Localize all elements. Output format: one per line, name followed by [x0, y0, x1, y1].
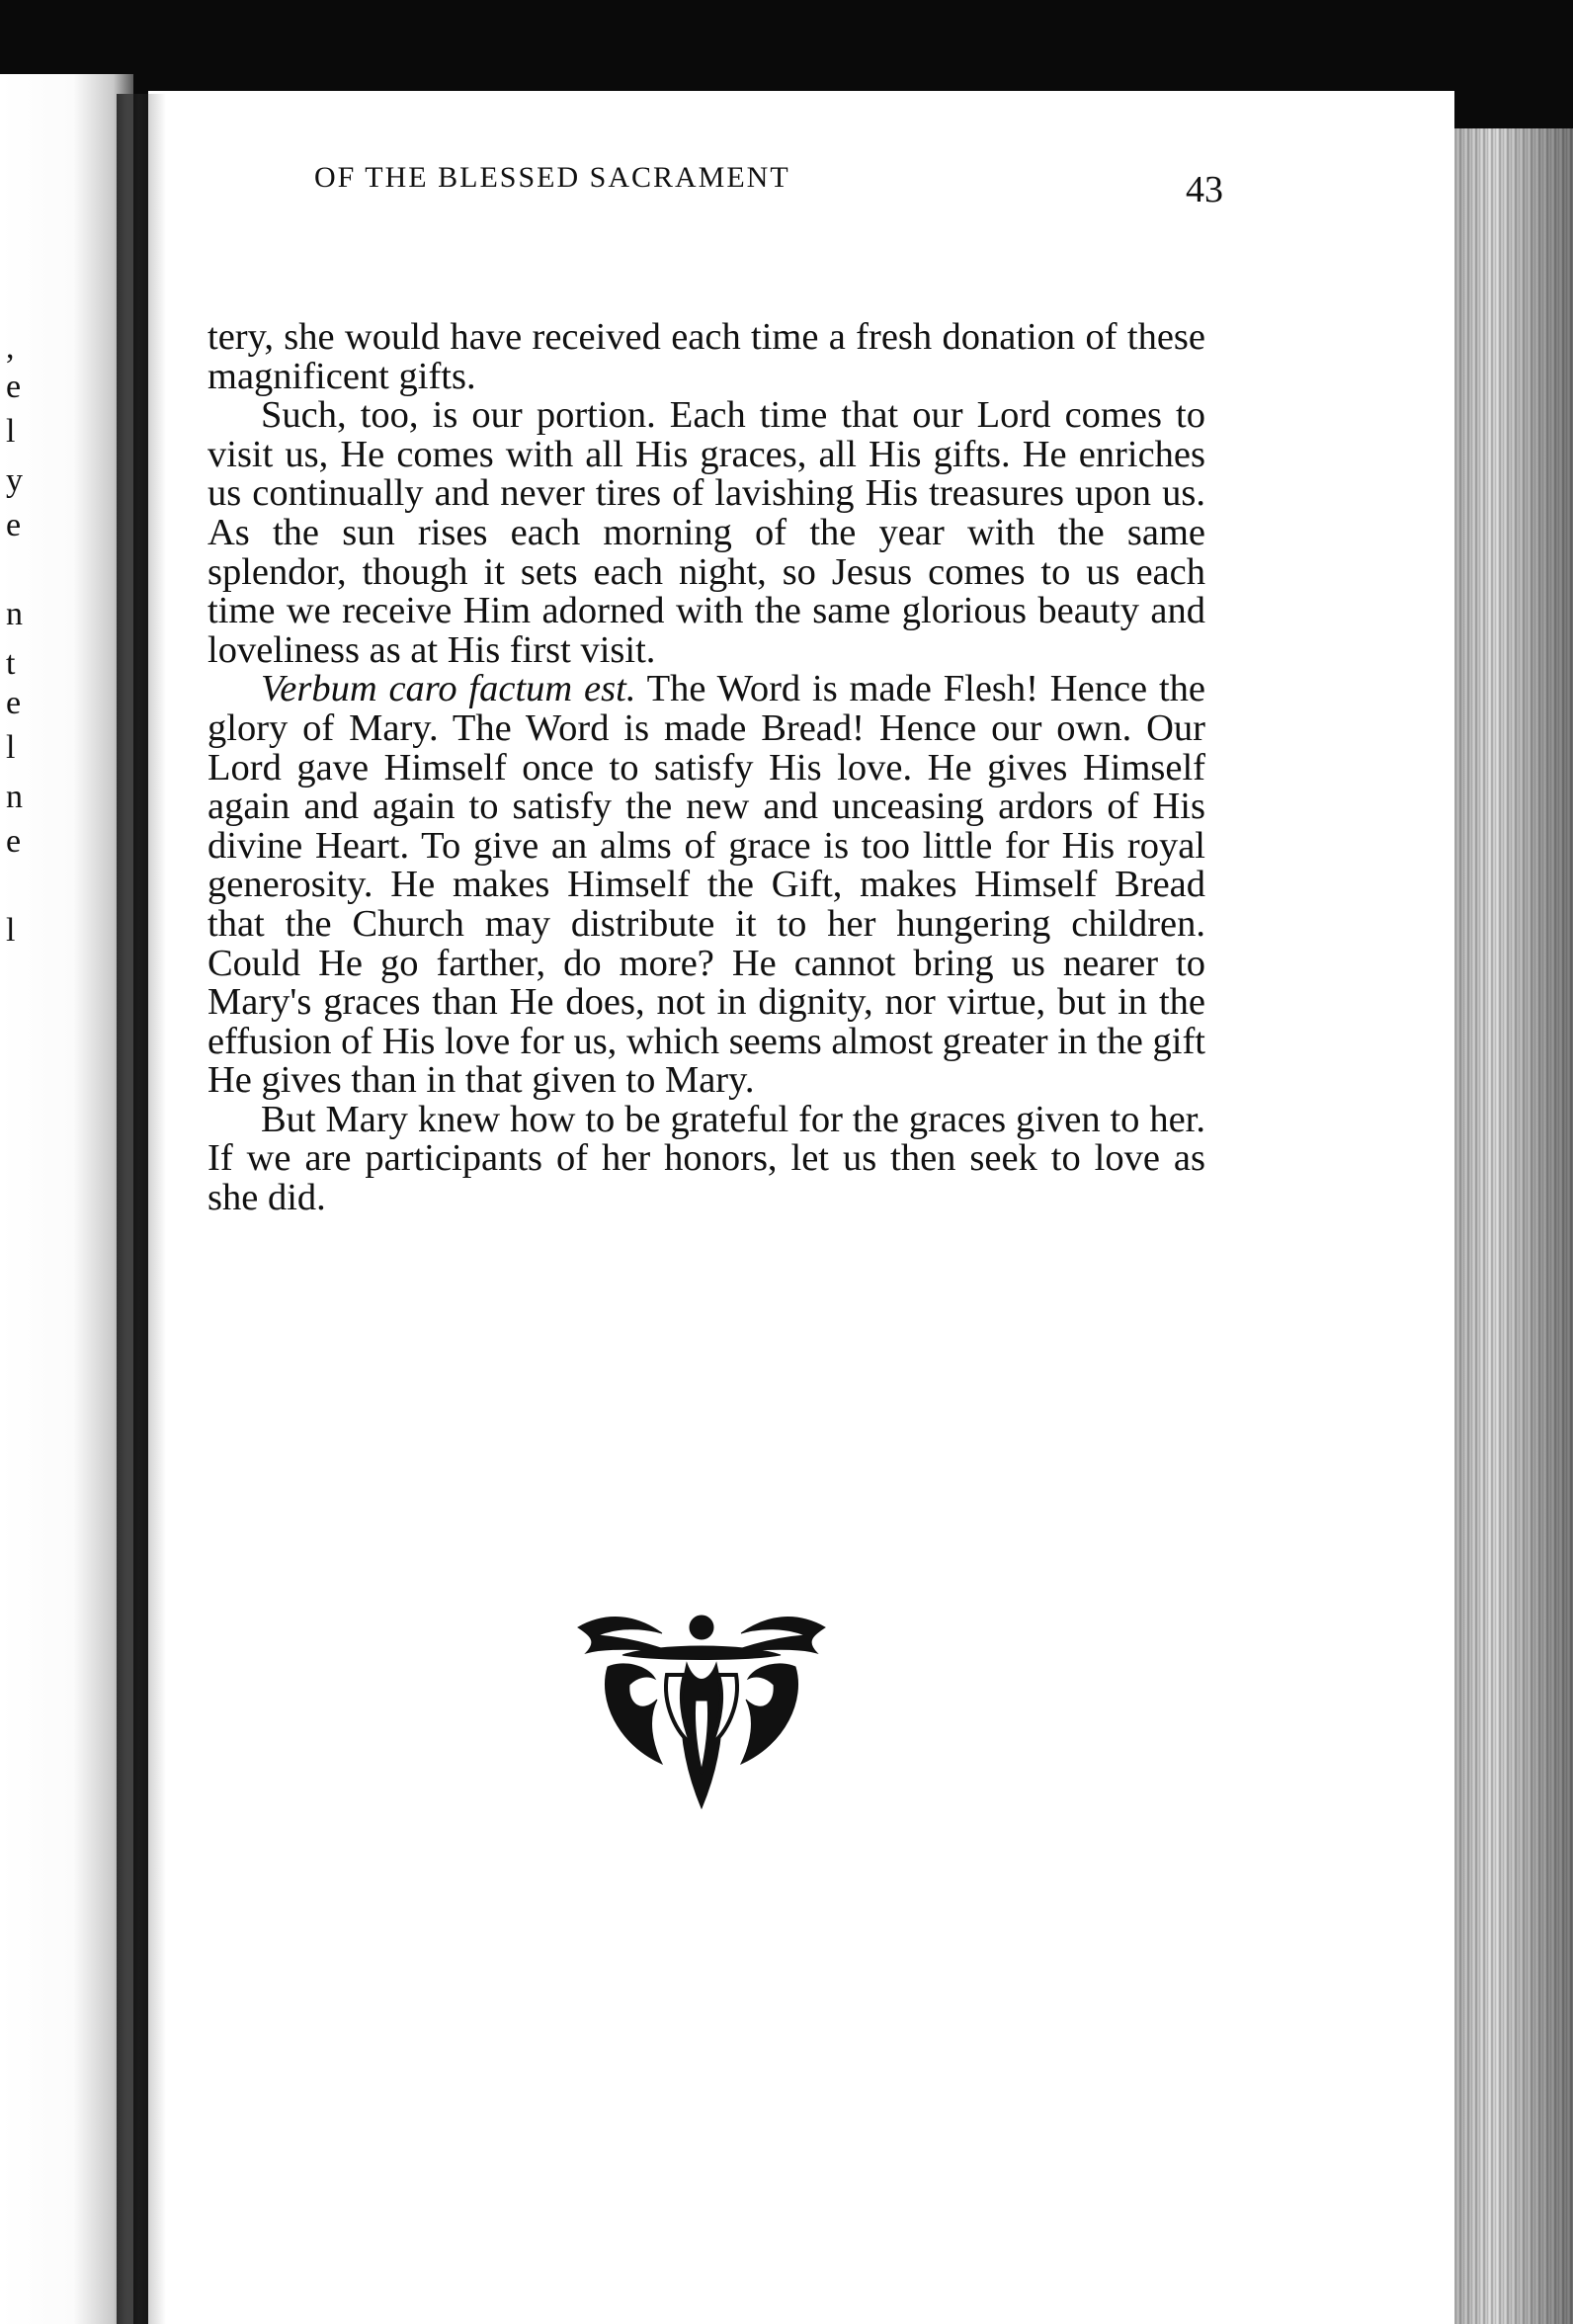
running-head: OF THE BLESSED SACRAMENT: [314, 161, 790, 194]
left-page-fragment: t: [6, 645, 16, 682]
left-page-fragment: l: [6, 912, 16, 949]
left-page-fragment: ,: [6, 329, 15, 366]
paragraph: [207, 670, 1205, 1101]
paragraph: Such, too, is our portion. Each time that our Lord comes to visit us, He comes with all His graces, all His gifts. He enriches us continually and never tires of lavishing His treasures upon us. As the sun rises each morning of the year with the same splendor, though it sets each night, so Jesus comes to us each time we receive Him adorned with the same glorious beauty and loveliness as at His first visit.: [207, 394, 1205, 671]
latin-phrase: Verbum caro factum est.: [261, 668, 636, 710]
left-page-fragment: l: [6, 729, 16, 766]
gutter-shadow: [117, 94, 166, 2324]
previous-page-edge: [0, 74, 133, 2324]
left-page-fragment: l: [6, 413, 16, 450]
tailpiece-ornament-icon: [568, 1606, 835, 1813]
left-page-fragment: n: [6, 779, 23, 815]
left-page-fragment: e: [6, 507, 22, 543]
page-number: 43: [1186, 169, 1223, 210]
left-page-fragment: e: [6, 369, 22, 405]
left-page-fragment: e: [6, 685, 22, 721]
paragraph: tery, she would have received each time a fresh donation of these magnificent gifts.: [207, 316, 1205, 397]
page-edges-shadow: [1441, 128, 1573, 2324]
left-page-fragment: e: [6, 823, 22, 860]
body-text: [207, 318, 1205, 1218]
left-page-fragment: n: [6, 596, 23, 632]
left-page-fragment: y: [6, 462, 23, 499]
paragraph-text: The Word is made Flesh! Hence the glory of Mary. The Word is made Bread! Hence our own. Our Lord gave Himself once to satisfy His love. He gives Himself again and again to satisfy the new and unceasing ardors of His divine Heart. To give an alms of grace is too little for His royal generosity. He makes Himself the Gift, makes Himself Bread that the Church may distribute it to her hungering children. Could He go farther, do more? He cannot bring us nearer to Mary's graces than He does, not in dignity, nor virtue, but in the effusion of His love for us, which seems almost greater in the gift He gives than in that given to Mary.: [207, 668, 1205, 1102]
paragraph: But Mary knew how to be grateful for the graces given to her. If we are participants of her honors, let us then seek to love as she did.: [207, 1098, 1205, 1219]
